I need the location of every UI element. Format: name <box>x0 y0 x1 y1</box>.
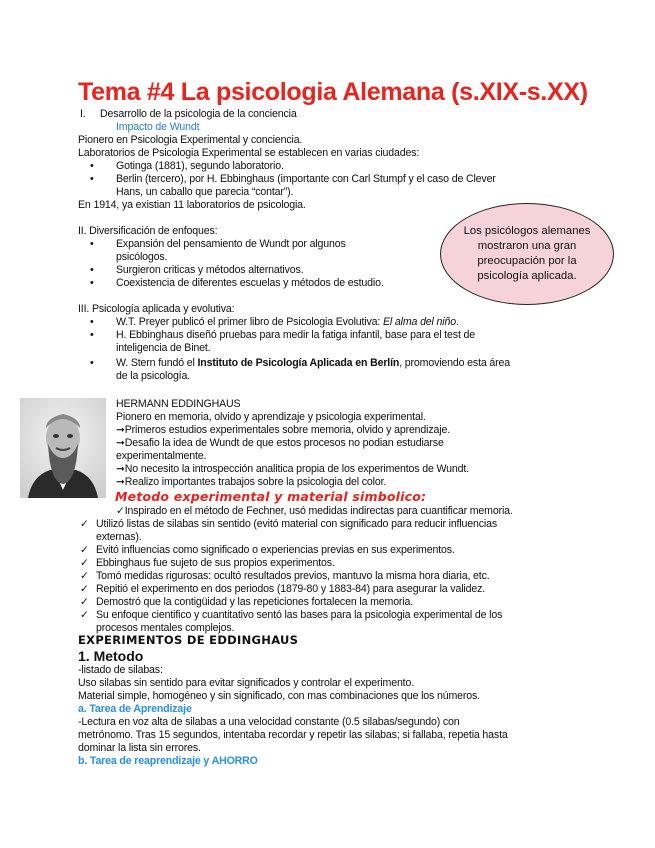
section-3-bullet-3: W. Stern fundó el Instituto de Psicología Aplicada en Berlín, promoviendo esta área <box>116 357 510 369</box>
callout-bubble <box>440 203 614 305</box>
section-3-bullet-3-cont: de la psicología. <box>116 370 191 382</box>
section-2-bullet-1-cont: psicólogos. <box>116 251 168 263</box>
check-item-3: Evitó influencias como significado o experiencias previas en sus experimentos. <box>96 544 455 556</box>
hermann-arrow-4: ➞Realizo importantes trabajos sobre la psicologia del color. <box>116 476 387 488</box>
bullet-dot: • <box>90 238 94 250</box>
section-3-bullet-1: W.T. Preyer publicó el primer libro de Psicologia Evolutiva: El alma del niño. <box>116 316 459 328</box>
check-item-5: Tomó medidas rigurosas: ocultó resultados previos, mantuvo la misma hora diaria, etc. <box>96 570 490 582</box>
section-1-line-2: Laboratorios de Psicologia Experimental se establecen en varias ciudades: <box>78 147 420 159</box>
hermann-line-1: Pionero en memoria, olvido y aprendizaje y psicologia experimental. <box>116 411 426 423</box>
task-a-line-2: metrónomo. Tras 15 segundos, intentaba recordar y repetir las silabas; si fallaba, repetia hasta <box>78 729 508 741</box>
check-mark: ✓ <box>80 583 89 595</box>
bullet-dot: • <box>90 316 94 328</box>
task-b-heading: b. Tarea de reaprendizaje y AHORRO <box>78 755 258 767</box>
bullet-dot: • <box>90 357 94 369</box>
check-item-8-cont: procesos mentales complejos. <box>96 622 235 634</box>
bullet-dot: • <box>90 160 94 172</box>
bullet-dot: • <box>90 329 94 341</box>
exp-line-3: Material simple, homogéneo y sin significado, con mas combinaciones que los números. <box>78 690 480 702</box>
callout-text: Los psicólogos alemanes mostraron una gran preocupación por la psicología aplicada. <box>463 225 591 282</box>
check-item-8: Su enfoque cientifico y cuantitativo sentó las bases para la psicologia experimental de los <box>96 609 503 621</box>
hermann-arrow-3: ➞No necesito la introspección analitica propia de los experimentos de Wundt. <box>116 463 469 475</box>
section-2-bullet-3: Coexistencia de diferentes escuelas y métodos de estudio. <box>116 277 384 289</box>
section-3-bullet-2-cont: inteligencia de Binet. <box>116 342 211 354</box>
bullet-dot: • <box>90 277 94 289</box>
check-item-4: Ebbinghaus fue sujeto de sus propios experimentos. <box>96 557 335 569</box>
hermann-arrow-2: ➞Desafio la idea de Wundt de que estos procesos no podian estudiarse <box>116 437 444 449</box>
bullet-dot: • <box>90 173 94 185</box>
section-2-bullet-2: Surgieron criticas y métodos alternativos. <box>116 264 304 276</box>
section-1-line-1: Pionero en Psicologia Experimental y conciencia. <box>78 134 303 146</box>
section-3-heading: III. Psicología aplicada y evolutiva: <box>78 303 235 315</box>
section-2-heading: II. Diversificación de enfoques: <box>78 225 218 237</box>
check-item-6: Repitió el experimento en dos periodos (1879-80 y 1883-84) para asegurar la validez. <box>96 583 486 595</box>
hermann-arrow-1: ➞Primeros estudios experimentales sobre memoria, olvido y aprendizaje. <box>116 424 450 436</box>
task-a-line-3: dominar la lista sin errores. <box>78 742 201 754</box>
section-1-number: I. <box>80 108 86 120</box>
hermann-name: HERMANN EDDINGHAUS <box>116 398 241 410</box>
section-2-bullet-1: Expansión del pensamiento de Wundt por algunos <box>116 238 346 250</box>
check-mark: ✓ <box>80 518 89 530</box>
check-item-1: ✓Inspirado en el método de Fechner, usó medidas indirectas para cuantificar memoria. <box>116 505 513 517</box>
ebbinghaus-portrait <box>20 398 106 498</box>
check-mark: ✓ <box>80 570 89 582</box>
check-mark: ✓ <box>80 544 89 556</box>
section-1-bullet-2-cont: Hans, un caballo que parecia “contar”). <box>116 186 294 198</box>
check-item-2: Utilizó listas de silabas sin sentido (evitó material con significado para reducir influencias <box>96 518 498 530</box>
section-1-line-3: En 1914, ya existian 11 laboratorios de psicologia. <box>78 199 306 211</box>
exp-line-2: Uso silabas sin sentido para evitar significados y controlar el experimento. <box>78 677 415 689</box>
check-mark: ✓ <box>80 596 89 608</box>
exp-line-1: -listado de silabas: <box>78 664 163 676</box>
section-3-bullet-2: H. Ebbinghaus diseñó pruebas para medir la fatiga infantil, base para el test de <box>116 329 476 341</box>
method-subheading: 1. Metodo <box>78 648 144 664</box>
page-title: Tema #4 La psicologia Alemana (s.XIX-s.XX) <box>78 78 588 106</box>
check-item-7: Demostró que la contigüidad y las repeticiones fortalecen la memoria. <box>96 596 414 608</box>
bullet-dot: • <box>90 264 94 276</box>
task-a-heading: a. Tarea de Aprendizaje <box>78 703 192 715</box>
check-mark: ✓ <box>80 609 89 621</box>
task-a-line-1: -Lectura en voz alta de silabas a una velocidad constante (0.5 silabas/segundo) con <box>78 716 460 728</box>
check-mark: ✓ <box>80 557 89 569</box>
section-1-bullet-2: Berlin (tercero), por H. Ebbinghaus (importante con Carl Stumpf y el caso de Clever <box>116 173 496 185</box>
check-item-2-cont: externas). <box>96 531 142 543</box>
section-1-heading: Desarrollo de la psicologia de la conciencia <box>100 108 297 120</box>
method-heading: Metodo experimental y material simbolico: <box>115 489 427 504</box>
section-1-bullet-1: Gotinga (1881), segundo laboratorio. <box>116 160 284 172</box>
experiments-heading: EXPERIMENTOS DE EDDINGHAUS <box>78 633 299 647</box>
section-1-subheading: Impacto de Wundt <box>116 121 200 133</box>
hermann-arrow-2-cont: experimentalmente. <box>116 450 207 462</box>
